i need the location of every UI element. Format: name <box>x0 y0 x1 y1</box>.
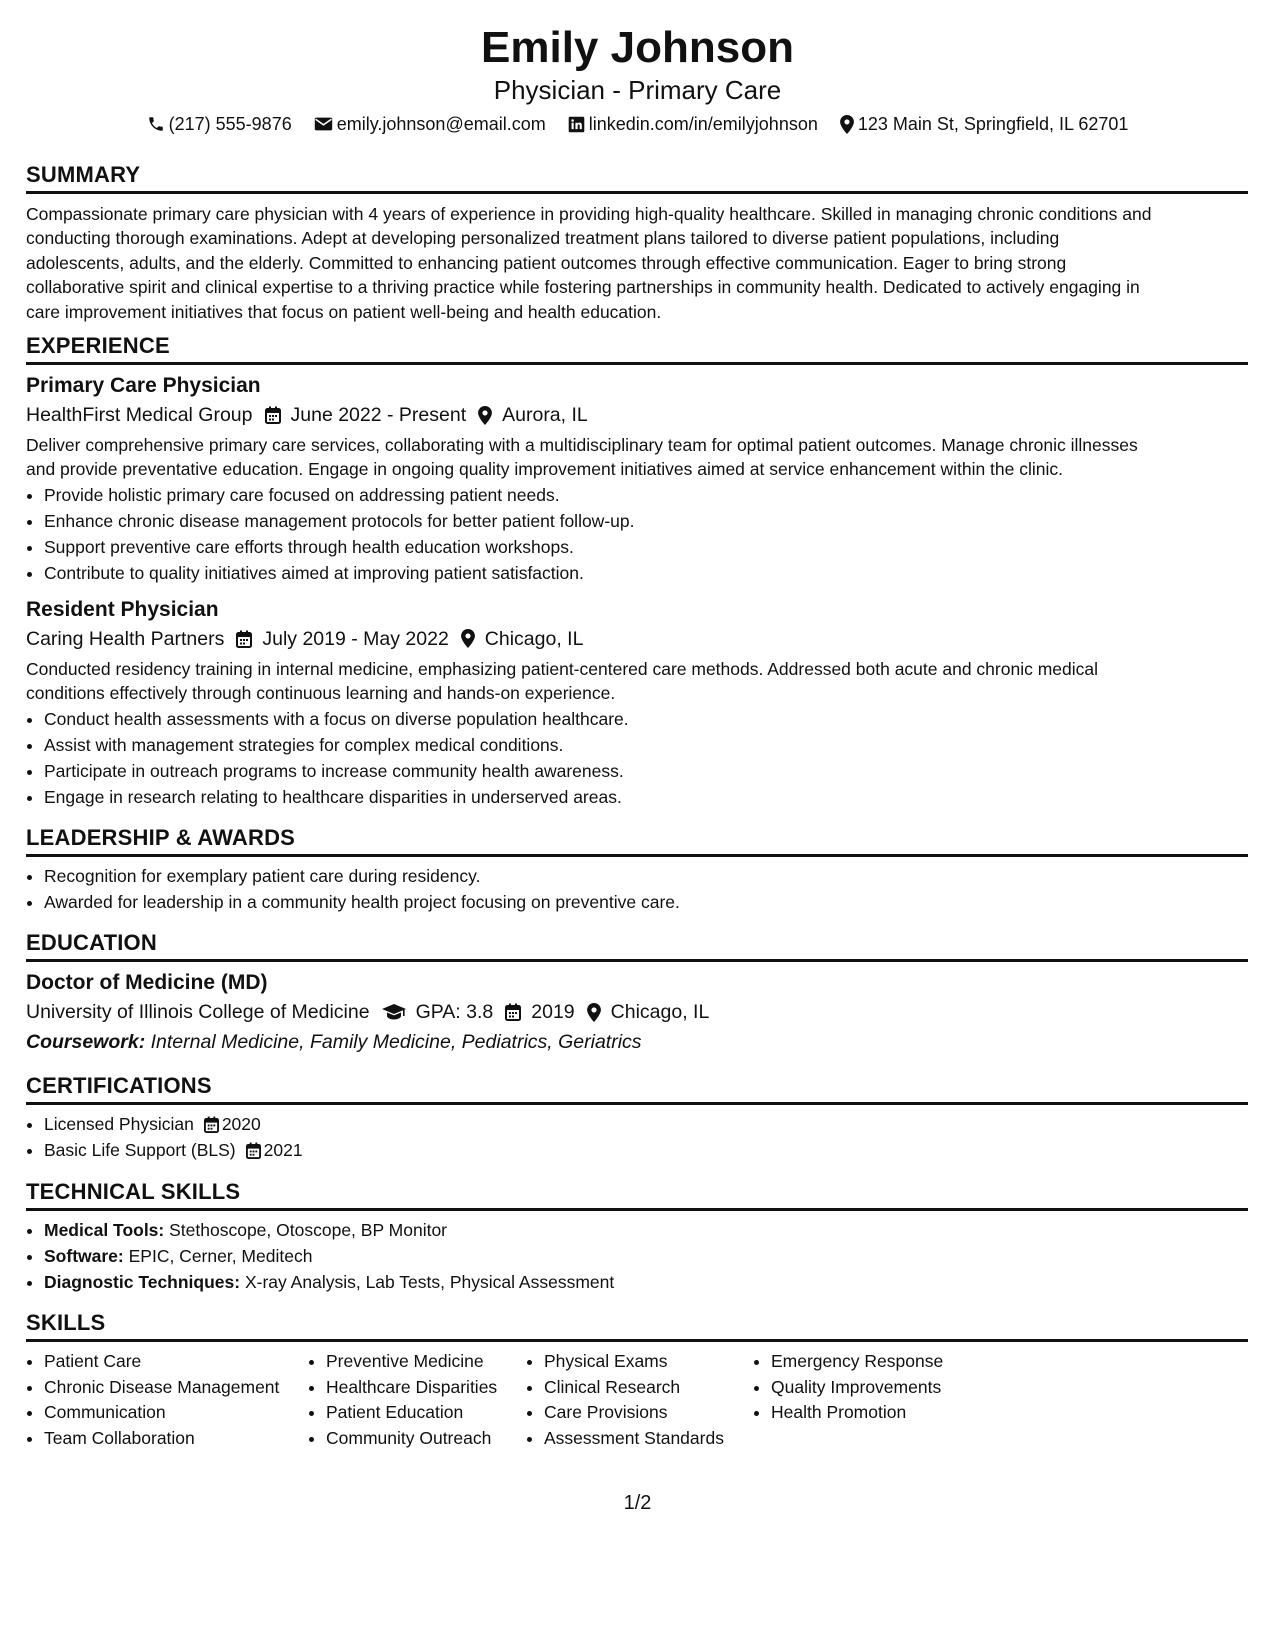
job-location <box>461 624 584 654</box>
job-bullet: • Conduct health assessments with a focus on diverse population healthcare. <box>44 706 1248 732</box>
skill-item: • Communication <box>44 1400 308 1426</box>
section-heading-leadership: LEADERSHIP & AWARDS <box>26 825 1248 857</box>
certification-year: 2020 <box>221 1114 261 1134</box>
skills-section <box>26 1310 1248 1451</box>
skill-item: • Care Provisions <box>544 1400 753 1426</box>
skill-item: • Chronic Disease Management <box>44 1375 308 1401</box>
job-bullet: • Provide holistic primary care focused on addressing patient needs. <box>44 482 1248 508</box>
job-dates <box>236 624 448 654</box>
map-pin-icon <box>587 1003 601 1022</box>
job-meta <box>26 400 1248 430</box>
skill-item: • Patient Education <box>326 1400 526 1426</box>
certification-year: 2021 <box>263 1140 303 1160</box>
job-location-text: Chicago, IL <box>484 627 584 650</box>
map-pin-icon <box>840 115 854 134</box>
school-name: University of Illinois College of Medicine <box>26 1001 370 1023</box>
certification-name: • Licensed Physician <box>44 1114 194 1134</box>
summary-line: Compassionate primary care physician with 4 years of experience in providing high-quality healthcare. Skilled in managing chronic conditions and <box>26 204 1152 224</box>
education-year-text: 2019 <box>531 1001 575 1023</box>
job-location-text: Aurora, IL <box>502 404 588 426</box>
summary-line: conducting thorough examinations. Adept at developing personalized treatment plans tailored to diverse patient populations, including <box>26 228 1060 249</box>
technical-skill-label: Software: <box>44 1246 124 1266</box>
calendar-icon <box>246 1142 261 1159</box>
contact-phone <box>147 112 292 136</box>
certifications-list <box>26 1111 1248 1163</box>
section-heading-summary: SUMMARY <box>26 162 1248 194</box>
summary-text <box>26 202 1248 324</box>
section-heading-certifications: CERTIFICATIONS <box>26 1073 1248 1105</box>
job-title: Primary Care Physician <box>26 374 261 397</box>
education-year <box>505 997 574 1027</box>
skill-item: • Health Promotion <box>771 1400 1011 1426</box>
contact-row <box>0 112 1275 136</box>
job-description <box>26 657 1248 706</box>
gpa-text: GPA: 3.8 <box>415 1001 494 1023</box>
calendar-icon <box>505 1003 521 1021</box>
technical-skills-list <box>26 1217 1248 1295</box>
job-dates-text: July 2019 - May 2022 <box>262 627 449 650</box>
job-description <box>26 433 1248 482</box>
job-company: Caring Health Partners <box>26 627 225 650</box>
skill-item: • Clinical Research <box>544 1375 753 1401</box>
technical-skill-value: X-ray Analysis, Lab Tests, Physical Assessment <box>244 1272 615 1292</box>
job-description-line: Conducted residency training in internal medicine, emphasizing patient-centered care methods. Addressed both acute and chronic medical <box>26 658 1099 679</box>
coursework-label: Coursework: <box>26 1031 146 1053</box>
envelope-icon <box>314 116 333 132</box>
job-entry <box>26 596 1248 810</box>
section-heading-experience: EXPERIENCE <box>26 333 1248 365</box>
contact-email[interactable] <box>314 112 546 136</box>
section-heading-education: EDUCATION <box>26 930 1248 962</box>
certification-name: • Basic Life Support (BLS) <box>44 1140 236 1160</box>
section-heading-technical-skills: TECHNICAL SKILLS <box>26 1179 1248 1211</box>
education-entry <box>26 969 1248 1057</box>
map-pin-icon <box>461 629 475 648</box>
skill-item: • Quality Improvements <box>771 1375 1011 1401</box>
skill-item: • Physical Exams <box>544 1349 753 1375</box>
job-description-line: Deliver comprehensive primary care services, collaborating with a multidisciplinary team for optimal patient outcomes. Manage chronic illnesses <box>26 435 1138 455</box>
job-description-line: and provide preventative education. Engage in ongoing quality improvement initiatives aimed at service enhancement within the clinic. <box>26 459 1063 480</box>
summary-line: care improvement initiatives that focus on patient well-being and health education. <box>26 301 662 322</box>
degree-title: Doctor of Medicine (MD) <box>26 971 268 994</box>
calendar-icon <box>204 1116 219 1133</box>
skill-item: • Team Collaboration <box>44 1426 308 1452</box>
contact-linkedin[interactable] <box>568 112 818 136</box>
contact-address-text: 123 Main St, Springfield, IL 62701 <box>857 114 1129 134</box>
skills-column <box>526 1349 753 1451</box>
job-bullet: • Engage in research relating to healthcare disparities in underserved areas. <box>44 784 1248 810</box>
education-section <box>26 930 1248 1057</box>
job-description-line: conditions effectively through continuous learning and hands-on experience. <box>26 683 616 704</box>
technical-skill-label: Diagnostic Techniques: <box>44 1272 241 1292</box>
award-item: • Recognition for exemplary patient care during residency. <box>44 863 1248 889</box>
job-bullet: • Assist with management strategies for complex medical conditions. <box>44 732 1248 758</box>
section-heading-skills: SKILLS <box>26 1310 1248 1342</box>
certification-item <box>44 1111 1248 1137</box>
skill-item: • Community Outreach <box>326 1426 526 1452</box>
skill-item: • Patient Care <box>44 1349 308 1375</box>
certification-item <box>44 1137 1248 1163</box>
candidate-name: Emily Johnson <box>481 23 794 72</box>
skill-item: • Healthcare Disparities <box>326 1375 526 1401</box>
job-bullet: • Participate in outreach programs to increase community health awareness. <box>44 758 1248 784</box>
contact-address <box>840 112 1129 136</box>
contact-linkedin-text[interactable]: linkedin.com/in/emilyjohnson <box>588 114 818 134</box>
skill-item: • Emergency Response <box>771 1349 1011 1375</box>
technical-skill-label: Medical Tools: <box>44 1220 165 1240</box>
technical-skill-value: EPIC, Cerner, Meditech <box>128 1246 313 1266</box>
coursework-line <box>26 1027 1248 1057</box>
job-bullets <box>26 706 1248 810</box>
skill-item: • Assessment Standards <box>544 1426 753 1452</box>
education-gpa <box>382 997 494 1027</box>
job-meta <box>26 624 1248 654</box>
contact-email-text[interactable]: emily.johnson@email.com <box>336 114 546 134</box>
skills-column <box>26 1349 308 1451</box>
candidate-title: Physician - Primary Care <box>493 75 782 105</box>
job-company: HealthFirst Medical Group <box>26 404 253 426</box>
job-location <box>478 400 588 430</box>
education-meta <box>26 997 1248 1027</box>
job-entry <box>26 372 1248 586</box>
summary-section <box>26 162 1248 324</box>
linkedin-icon <box>568 116 585 133</box>
certifications-section <box>26 1073 1248 1163</box>
job-bullet: • Contribute to quality initiatives aimed at improving patient satisfaction. <box>44 560 1248 586</box>
job-dates-text: June 2022 - Present <box>290 404 467 426</box>
page-number: 1/2 <box>623 1492 652 1514</box>
graduation-cap-icon <box>382 1003 406 1021</box>
summary-line: collaborative spirit and clinical expertise to a thriving practice while fostering partnerships in community health. Dedicated to actively engaging in <box>26 277 1140 298</box>
contact-phone-text: (217) 555-9876 <box>168 114 292 134</box>
skills-column <box>753 1349 1011 1451</box>
leadership-bullets <box>26 863 1248 915</box>
summary-line: adolescents, adults, and the elderly. Committed to enhancing patient outcomes through effective communication. Eager to bring strong <box>26 252 1067 273</box>
job-bullet: • Enhance chronic disease management protocols for better patient follow-up. <box>44 508 1248 534</box>
skills-column <box>308 1349 526 1451</box>
job-bullets <box>26 482 1248 586</box>
skills-grid <box>26 1349 1248 1451</box>
job-title: Resident Physician <box>26 597 219 621</box>
technical-skill-item <box>44 1243 1248 1269</box>
education-location-text: Chicago, IL <box>610 1001 710 1023</box>
job-dates <box>265 400 467 430</box>
education-location <box>587 997 710 1027</box>
job-bullet: • Support preventive care efforts through health education workshops. <box>44 534 1248 560</box>
calendar-icon <box>236 630 252 648</box>
technical-skill-item <box>44 1269 1248 1295</box>
certification-date <box>204 1111 261 1137</box>
technical-skill-item <box>44 1217 1248 1243</box>
phone-icon <box>147 115 165 133</box>
coursework-list: Internal Medicine, Family Medicine, Pediatrics, Geriatrics <box>150 1031 642 1053</box>
calendar-icon <box>265 406 281 424</box>
technical-skill-value: Stethoscope, Otoscope, BP Monitor <box>169 1220 448 1240</box>
award-item: • Awarded for leadership in a community health project focusing on preventive care. <box>44 889 1248 915</box>
map-pin-icon <box>478 406 492 425</box>
skill-item: • Preventive Medicine <box>326 1349 526 1375</box>
technical-skills-section <box>26 1179 1248 1295</box>
experience-section <box>26 333 1248 810</box>
leadership-section <box>26 825 1248 915</box>
certification-date <box>246 1137 303 1163</box>
